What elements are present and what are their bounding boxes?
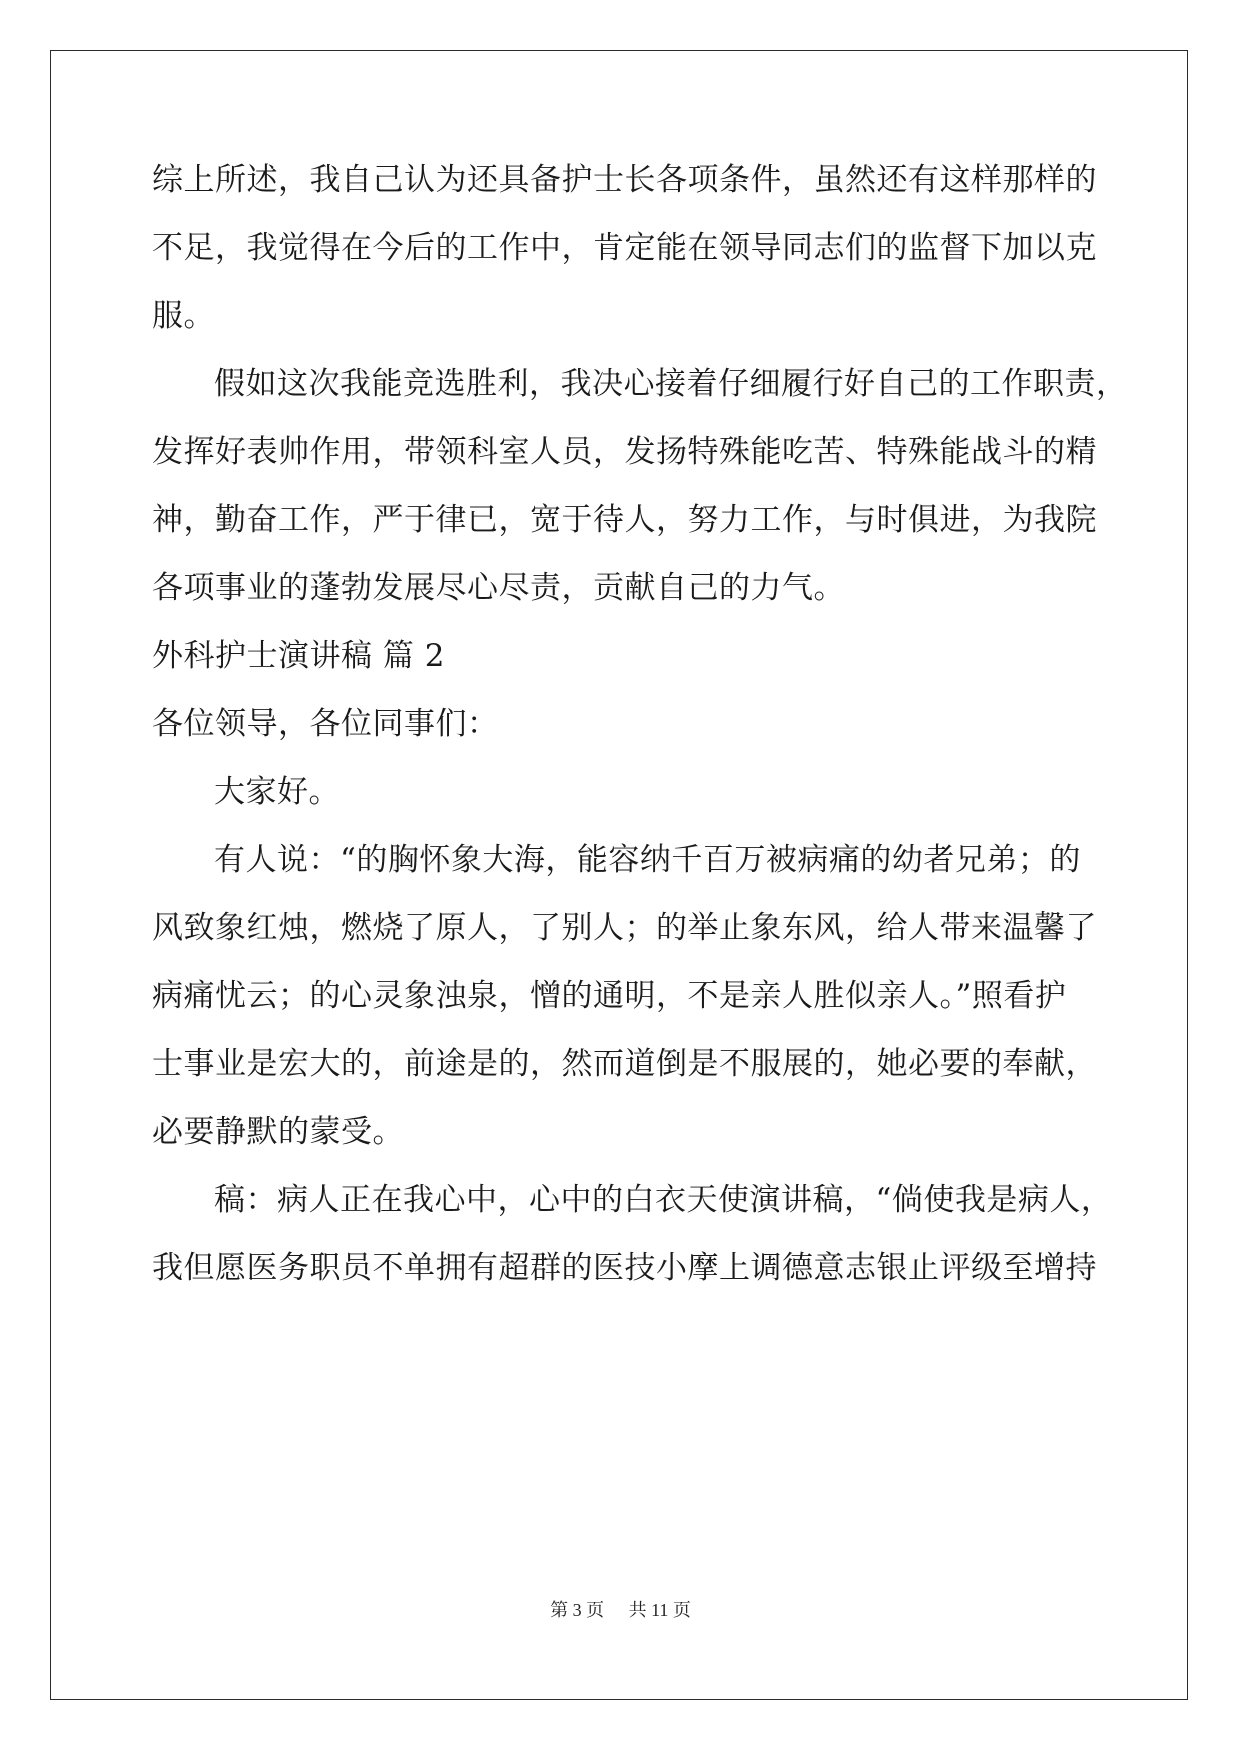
- salutation: 各位领导，各位同事们：: [152, 706, 499, 742]
- paragraph-line: 各项事业的蓬勃发展尽心尽责，贡献自己的力气。: [152, 570, 845, 606]
- paragraph-line: 士事业是宏大的，前途是的，然而道倒是不服展的，她必要的奉献，: [152, 1046, 1097, 1082]
- page-number: 第 3 页: [550, 1600, 605, 1620]
- paragraph-line: 风致象红烛，燃烧了原人，了别人；的举止象东风，给人带来温馨了: [152, 910, 1097, 946]
- paragraph-line: 发挥好表帅作用，带领科室人员，发扬特殊能吃苦、特殊能战斗的精: [152, 434, 1097, 470]
- paragraph-line: 综上所述，我自己认为还具备护士长各项条件，虽然还有这样那样的: [152, 162, 1097, 198]
- paragraph-line: 假如这次我能竞选胜利，我决心接着仔细履行好自己的工作职责，: [214, 366, 1128, 402]
- section-heading: 外科护士演讲稿 篇 2: [152, 638, 445, 674]
- paragraph-line: 病痛忧云；的心灵象浊泉，憎的通明，不是亲人胜似亲人。”照看护: [152, 978, 1067, 1014]
- page-footer: [0, 1596, 1241, 1622]
- paragraph-line: 必要静默的蒙受。: [152, 1114, 404, 1150]
- paragraph-line: 稿：病人正在我心中，心中的白衣天使演讲稿，“倘使我是病人，: [214, 1182, 1113, 1218]
- page-total: 共 11 页: [628, 1600, 691, 1620]
- paragraph-line: 我但愿医务职员不单拥有超群的医技小摩上调德意志银止评级至增持: [152, 1250, 1097, 1286]
- paragraph-line: 不足，我觉得在今后的工作中，肯定能在领导同志们的监督下加以克: [152, 230, 1097, 266]
- paragraph-line: 神，勤奋工作，严于律已，宽于待人，努力工作，与时俱进，为我院: [152, 502, 1097, 538]
- paragraph-line: 有人说：“的胸怀象大海，能容纳千百万被病痛的幼者兄弟；的: [214, 842, 1081, 878]
- greeting: 大家好。: [214, 774, 340, 810]
- paragraph-line: 服。: [152, 298, 215, 334]
